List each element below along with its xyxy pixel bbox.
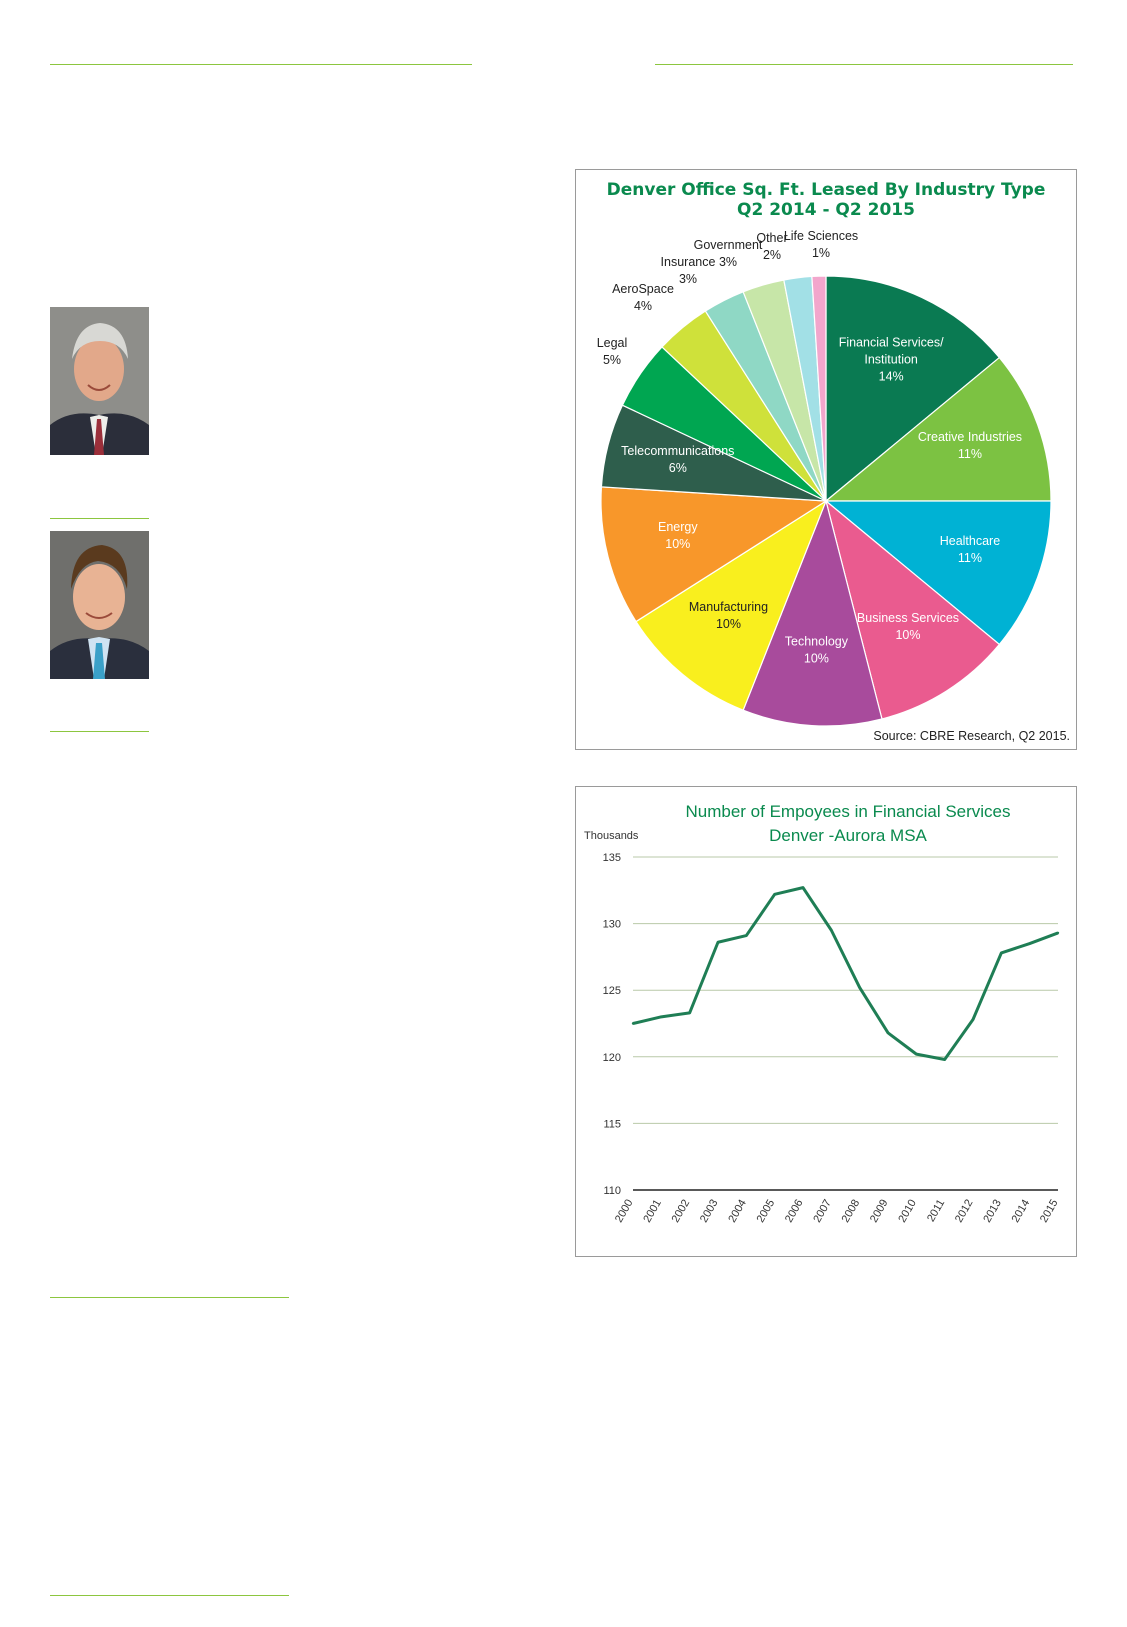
portrait-1-rule: [50, 518, 149, 519]
pie-label-11-0: Government: [693, 238, 763, 252]
pie-label-9-0: AeroSpace: [612, 282, 674, 296]
pie-label-5-0: Manufacturing: [688, 599, 769, 614]
series-point-14: [1028, 942, 1030, 944]
series-point-3: [717, 941, 719, 943]
series-point-7: [830, 929, 832, 931]
pie-label-2-1: 11%: [957, 550, 983, 565]
series-point-6: [802, 886, 804, 888]
pie-label-4-1: 10%: [803, 651, 829, 666]
portrait-2-rule: [50, 731, 149, 732]
series-point-9: [887, 1032, 889, 1034]
series-point-10: [915, 1053, 917, 1055]
y-tick-110: 110: [603, 1185, 621, 1197]
y-tick-120: 120: [602, 1051, 621, 1064]
portrait-photo-2: [50, 531, 149, 679]
line-grid: [603, 852, 1058, 1197]
x-tick-2014: 2014: [1009, 1197, 1033, 1225]
line-chart: [576, 787, 1076, 1256]
series-point-8: [858, 986, 860, 988]
series-point-1: [660, 1016, 662, 1018]
x-tick-2006: 2006: [782, 1197, 806, 1225]
x-tick-2000: 2000: [612, 1197, 636, 1225]
portrait-photo-1: [50, 307, 149, 455]
pie-chart: [576, 170, 1076, 749]
x-tick-2003: 2003: [697, 1197, 721, 1225]
y-tick-130: 130: [602, 918, 621, 931]
y-tick-115: 115: [603, 1118, 621, 1131]
x-tick-2004: 2004: [726, 1197, 749, 1225]
x-tick-2011: 2011: [925, 1197, 948, 1224]
pie-label-0-2: 14%: [878, 369, 904, 384]
series-point-2: [688, 1012, 690, 1014]
pie-label-10-0: Insurance: [660, 255, 716, 269]
pie-label-7-1: 6%: [668, 460, 687, 475]
line-chart-subtitle: Denver -Aurora MSA: [769, 826, 927, 845]
x-tick-2001: 2001: [641, 1197, 664, 1225]
pie-label-10-1: 3%: [678, 272, 698, 286]
pie-label-0-0: Financial Services/: [838, 335, 944, 350]
pie-label-2-0: Healthcare: [939, 533, 1001, 548]
x-tick-2015: 2015: [1037, 1197, 1061, 1225]
pie-chart-source: Source: CBRE Research, Q2 2015.: [873, 729, 1070, 743]
pie-label-13-1: 1%: [811, 246, 831, 260]
x-tick-2010: 2010: [896, 1197, 919, 1225]
pie-label-3-1: 10%: [895, 628, 921, 643]
pie-chart-panel: [575, 169, 1077, 750]
y-tick-125: 125: [602, 985, 621, 998]
series-point-5: [773, 893, 775, 895]
pie-label-12-0: Other: [756, 231, 788, 245]
x-tick-2012: 2012: [952, 1197, 976, 1225]
x-tick-2005: 2005: [754, 1197, 778, 1225]
x-tick-2002: 2002: [669, 1197, 693, 1225]
pie-label-11-1: 3%: [718, 255, 738, 269]
series-point-12: [972, 1018, 974, 1020]
top-left-rule: [50, 64, 472, 65]
line-chart-panel: [575, 786, 1077, 1257]
pie-label-6-0: Energy: [658, 520, 698, 535]
pie-label-0-1: Institution: [864, 352, 918, 367]
pie-label-1-0: Creative Industries: [917, 430, 1023, 445]
pie-label-6-1: 10%: [665, 537, 691, 552]
line-series: [632, 886, 1059, 1060]
series-point-13: [1000, 952, 1002, 954]
x-tick-labels: [613, 1198, 1061, 1225]
pie-chart-title: Denver Office Sq. Ft. Leased By Industry Type: [606, 180, 1046, 200]
x-tick-2007: 2007: [811, 1197, 834, 1225]
series-point-4: [745, 934, 747, 936]
top-right-rule: [655, 64, 1073, 65]
pie-label-1-1: 11%: [957, 447, 983, 462]
series-point-11: [943, 1058, 945, 1060]
y-tick-135: 135: [602, 852, 621, 864]
pie-chart-subtitle: Q2 2014 - Q2 2015: [737, 200, 915, 220]
section-rule-2: [50, 1595, 289, 1596]
x-tick-2013: 2013: [981, 1197, 1004, 1225]
x-tick-2008: 2008: [839, 1197, 863, 1225]
pie-label-8-1: 5%: [602, 353, 622, 367]
pie-label-5-1: 10%: [715, 616, 741, 631]
y-axis-label: Thousands: [584, 830, 639, 842]
x-tick-2009: 2009: [867, 1197, 891, 1225]
line-chart-title: Number of Empoyees in Financial Services: [685, 802, 1011, 821]
pie-label-4-0: Technology: [784, 634, 849, 649]
series-point-15: [1057, 932, 1059, 934]
series-point-0: [632, 1022, 634, 1024]
pie-label-12-1: 2%: [762, 248, 782, 262]
pie-label-3-0: Business Services: [856, 611, 960, 626]
pie-label-8-0: Legal: [596, 336, 628, 350]
pie-label-9-1: 4%: [633, 299, 653, 313]
series-line-0: [633, 888, 1058, 1060]
pie-label-13-0: Life Sciences: [783, 229, 859, 243]
pie-label-7-0: Telecommunications: [621, 443, 735, 458]
section-rule-1: [50, 1297, 289, 1298]
